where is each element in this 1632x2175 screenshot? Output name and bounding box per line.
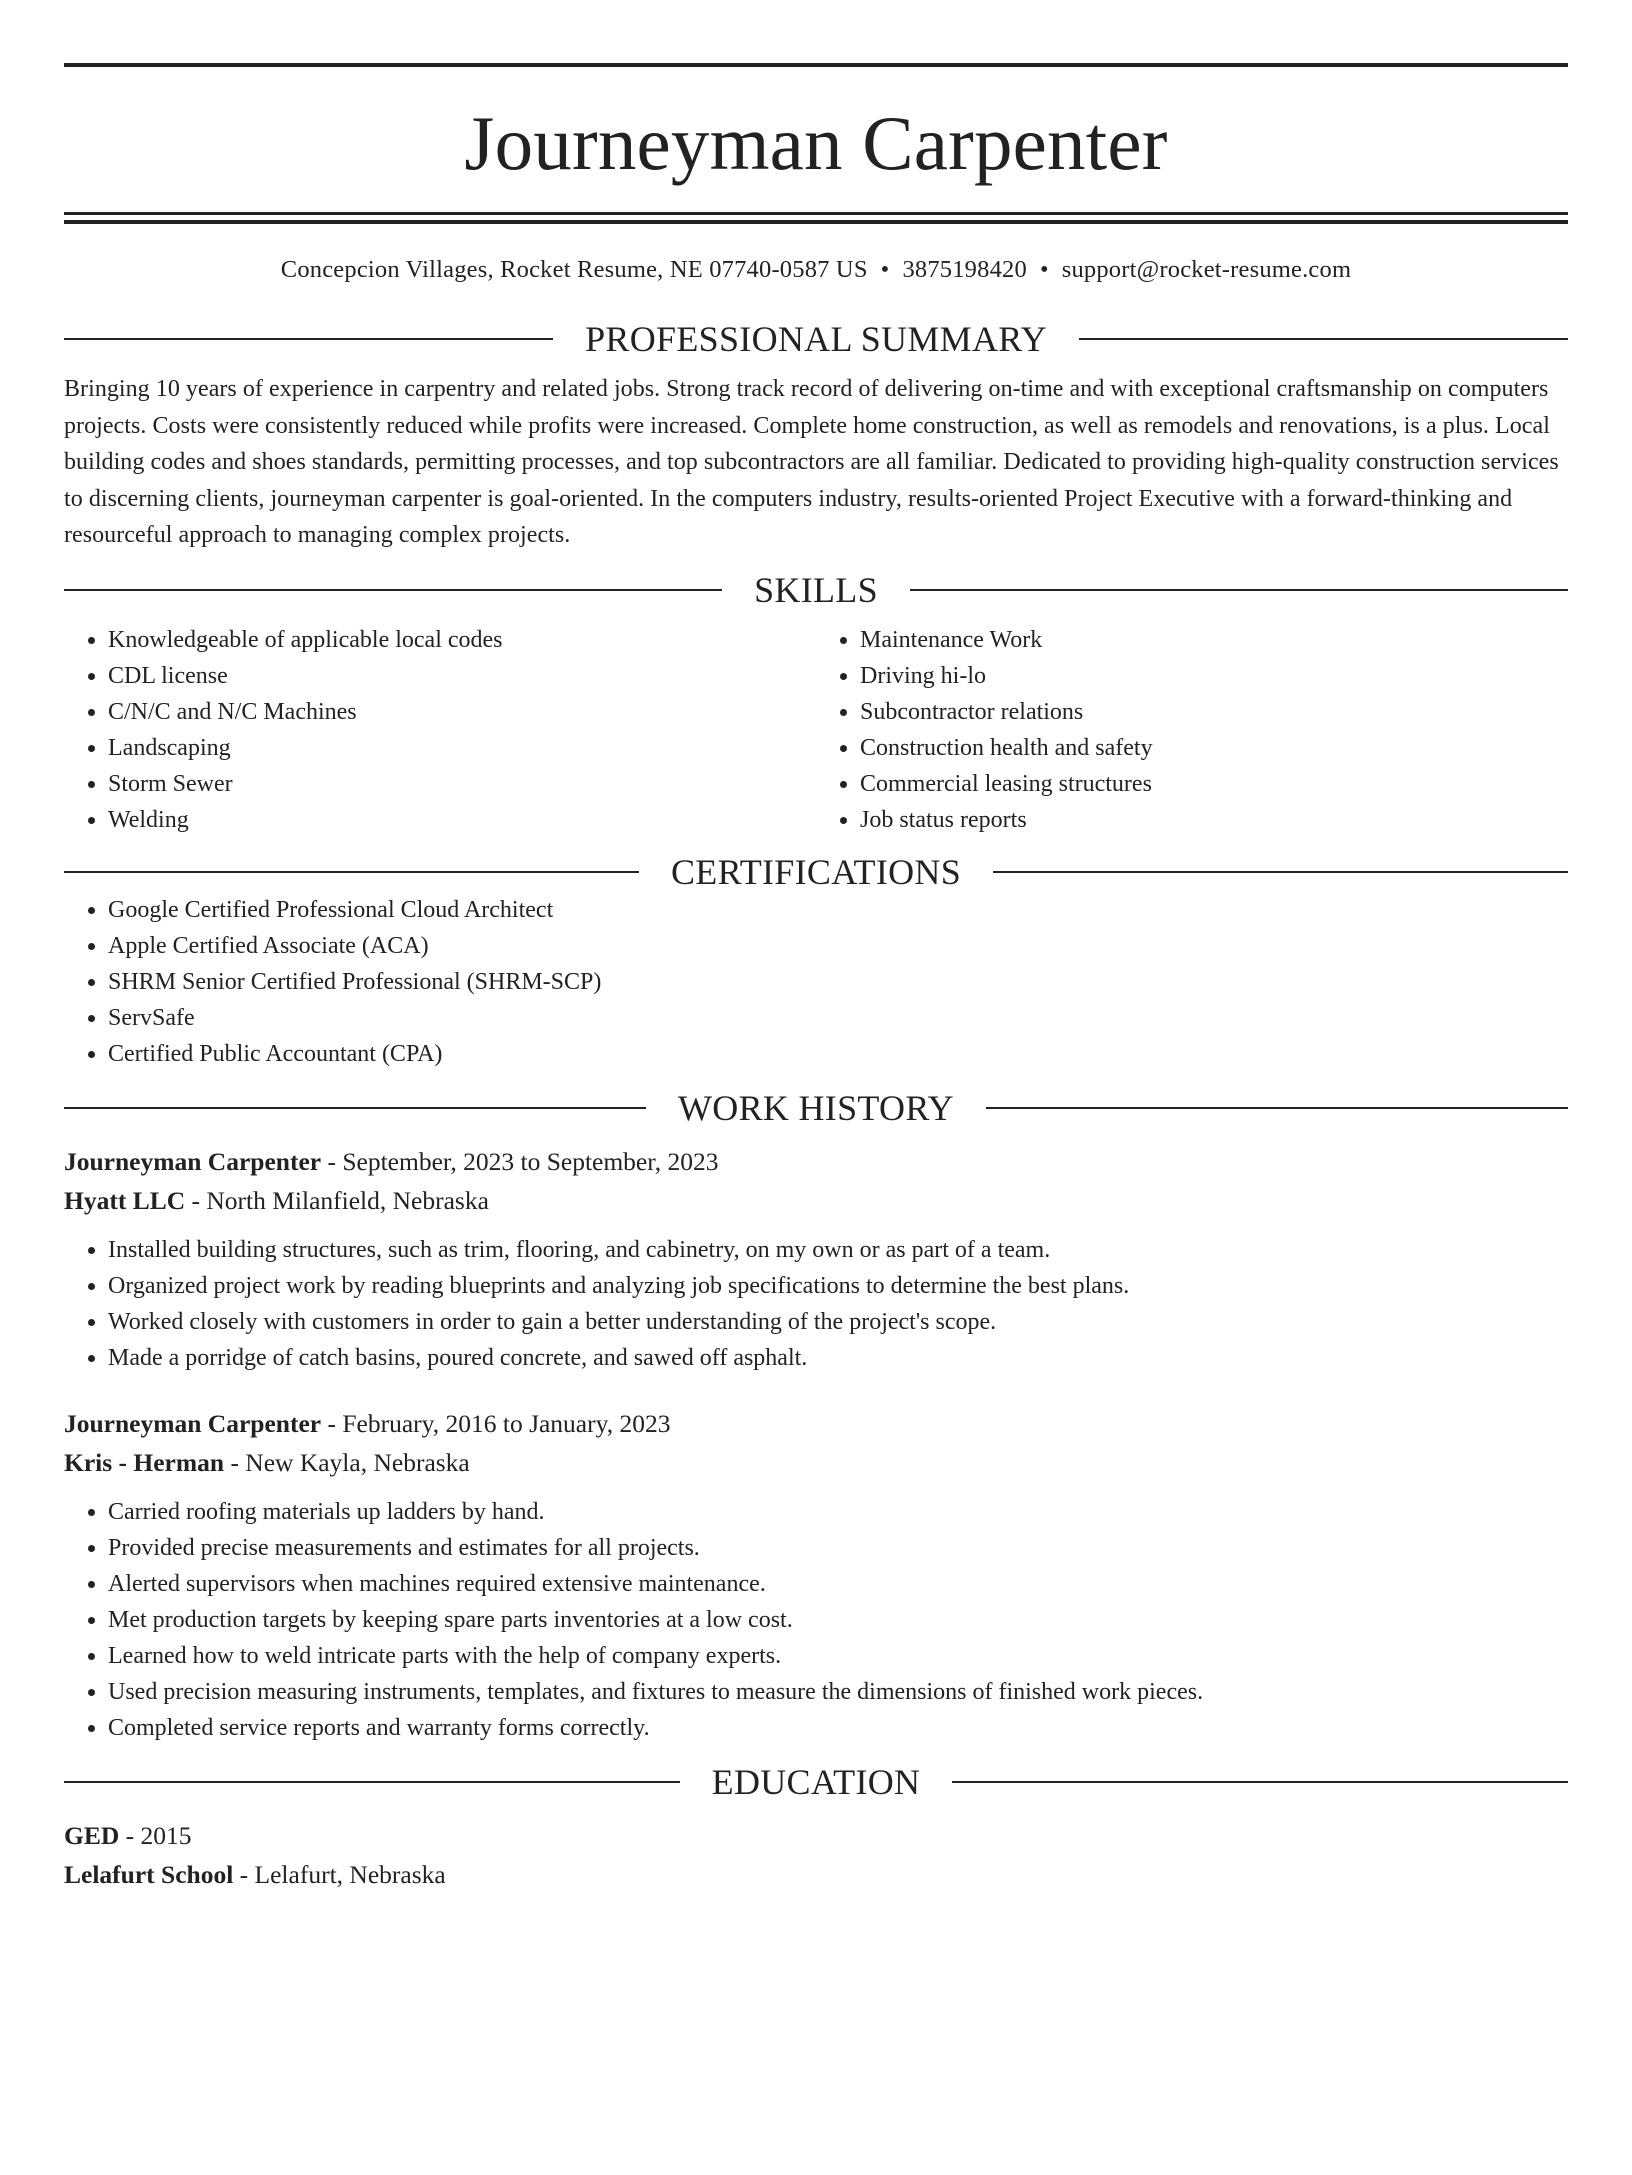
skill-item: • Commercial leasing structures xyxy=(860,766,1568,802)
education-degree-line xyxy=(64,1816,1568,1855)
skill-item: • Storm Sewer xyxy=(108,766,816,802)
resume-page xyxy=(0,63,1632,2175)
heading-rule xyxy=(64,1107,646,1109)
heading-rule xyxy=(64,589,722,591)
job-location: - New Kayla, Nebraska xyxy=(224,1447,470,1477)
job-duty-item: • Completed service reports and warranty forms correctly. xyxy=(108,1710,1568,1746)
heading-rule xyxy=(986,1107,1568,1109)
heading-rule xyxy=(1079,338,1568,340)
heading-title: PROFESSIONAL SUMMARY xyxy=(585,319,1047,359)
contact-line xyxy=(64,255,1568,285)
certification-item: • Certified Public Accountant (CPA) xyxy=(108,1036,1568,1072)
job-duties-list xyxy=(64,1232,1568,1376)
job-duty-item: • Installed building structures, such as trim, flooring, and cabinetry, on my own or as part of a team. xyxy=(108,1232,1568,1268)
skills-list-left xyxy=(64,622,816,838)
job-company-line xyxy=(64,1443,1568,1482)
heading-rule xyxy=(64,1781,680,1783)
heading-rule xyxy=(64,338,553,340)
skills-columns xyxy=(64,622,1568,838)
job-duty-item: • Made a porridge of catch basins, poured concrete, and sawed off asphalt. xyxy=(108,1340,1568,1376)
skill-item: • Landscaping xyxy=(108,730,816,766)
job-duties-list xyxy=(64,1494,1568,1746)
resume-name: Journeyman Carpenter xyxy=(464,100,1168,186)
section-heading-work-history xyxy=(64,1088,1568,1128)
job-company: Kris - Herman xyxy=(64,1447,225,1477)
education-degree: GED xyxy=(64,1820,120,1850)
certification-item: • SHRM Senior Certified Professional (SHRM-SCP) xyxy=(108,964,1568,1000)
certification-item: • Google Certified Professional Cloud Architect xyxy=(108,892,1568,928)
section-heading-education xyxy=(64,1762,1568,1802)
job-entry xyxy=(64,1142,1568,1376)
heading-rule xyxy=(993,871,1568,873)
job-location: - North Milanfield, Nebraska xyxy=(185,1185,489,1215)
heading-rule xyxy=(64,871,639,873)
heading-title: SKILLS xyxy=(754,569,878,610)
heading-rule xyxy=(952,1781,1568,1783)
job-duty-item: • Used precision measuring instruments, templates, and fixtures to measure the dimensions of finished work pieces. xyxy=(108,1674,1568,1710)
job-duty-item: • Learned how to weld intricate parts with the help of company experts. xyxy=(108,1638,1568,1674)
job-duty-item: • Worked closely with customers in order to gain a better understanding of the project's scope. xyxy=(108,1304,1568,1340)
section-heading-certifications xyxy=(64,852,1568,892)
skill-item: • Maintenance Work xyxy=(860,622,1568,658)
job-dates: - February, 2016 to January, 2023 xyxy=(321,1408,671,1438)
job-company: Hyatt LLC xyxy=(64,1185,186,1215)
job-dates: - September, 2023 to September, 2023 xyxy=(321,1146,719,1176)
summary-text: Bringing 10 years of experience in carpentry and related jobs. Strong track record of delivering on-time and with exceptional craftsmanship on computers projects. Costs were consistently reduced while profits were increased. Complete home construction, as well as remodels and renovations, is a plus. Local building codes and shoes standards, permitting processes, and top subcontractors are all familiar. Dedicated to providing high-quality construction services to discerning clients, journeyman carpenter is goal-oriented. In the computers industry, results-oriented Project Executive with a forward-thinking and resourceful approach to managing complex projects. xyxy=(64,376,1559,548)
education-year: - 2015 xyxy=(119,1820,192,1850)
job-duty-item: • Organized project work by reading blueprints and analyzing job specifications to determine the best plans. xyxy=(108,1268,1568,1304)
heading-title: EDUCATION xyxy=(711,1761,921,1802)
job-title-line xyxy=(64,1142,1568,1181)
skill-item: • C/N/C and N/C Machines xyxy=(108,694,816,730)
contact-email: support@rocket-resume.com xyxy=(1061,256,1352,283)
contact-phone: 3875198420 xyxy=(902,256,1027,283)
skill-item: • Construction health and safety xyxy=(860,730,1568,766)
certification-item: • ServSafe xyxy=(108,1000,1568,1036)
skill-item: • Knowledgeable of applicable local codes xyxy=(108,622,816,658)
education-school: Lelafurt School xyxy=(64,1859,234,1889)
education-school-line xyxy=(64,1855,1568,1894)
section-heading-summary xyxy=(64,319,1568,359)
job-duty-item: • Provided precise measurements and estimates for all projects. xyxy=(108,1530,1568,1566)
contact-separator: • xyxy=(880,256,890,283)
skills-list-right xyxy=(816,622,1568,838)
heading-title: WORK HISTORY xyxy=(678,1087,954,1128)
job-company-line xyxy=(64,1181,1568,1220)
heading-rule xyxy=(910,589,1568,591)
job-duty-item: • Met production targets by keeping spare parts inventories at a low cost. xyxy=(108,1602,1568,1638)
job-title-line xyxy=(64,1404,1568,1443)
skill-item: • Subcontractor relations xyxy=(860,694,1568,730)
top-rule xyxy=(64,63,1568,67)
skill-item: • Driving hi-lo xyxy=(860,658,1568,694)
skill-item: • Welding xyxy=(108,802,816,838)
heading-title: CERTIFICATIONS xyxy=(670,851,962,892)
double-rule xyxy=(64,212,1568,224)
contact-separator: • xyxy=(1039,256,1049,283)
skill-item: • Job status reports xyxy=(860,802,1568,838)
job-duty-item: • Carried roofing materials up ladders by hand. xyxy=(108,1494,1568,1530)
section-heading-skills xyxy=(64,570,1568,610)
job-title: Journeyman Carpenter xyxy=(64,1146,322,1176)
job-entry xyxy=(64,1404,1568,1746)
education-entry xyxy=(64,1816,1568,1894)
job-title: Journeyman Carpenter xyxy=(64,1408,322,1438)
skill-item: • CDL license xyxy=(108,658,816,694)
certification-item: • Apple Certified Associate (ACA) xyxy=(108,928,1568,964)
job-duty-item: • Alerted supervisors when machines required extensive maintenance. xyxy=(108,1566,1568,1602)
education-location: - Lelafurt, Nebraska xyxy=(233,1859,446,1889)
contact-address: Concepcion Villages, Rocket Resume, NE 07740-0587 US xyxy=(280,256,868,283)
certifications-list xyxy=(64,892,1568,1072)
